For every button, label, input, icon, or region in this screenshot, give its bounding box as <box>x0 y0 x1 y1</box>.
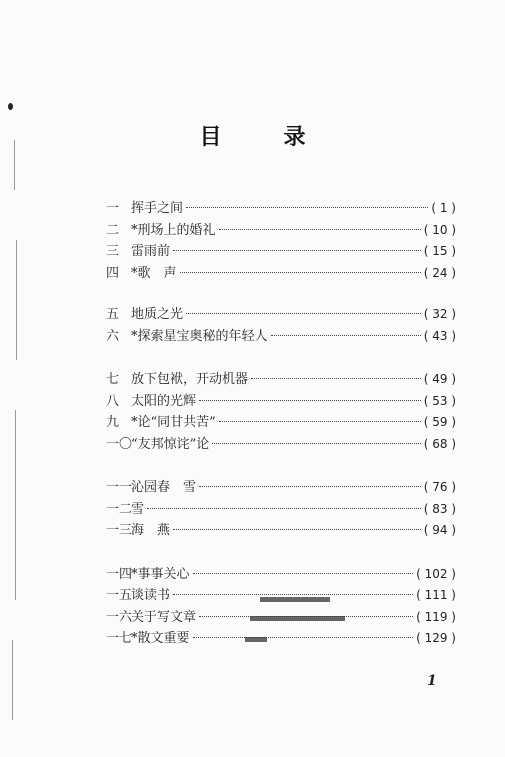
dot-leader <box>212 442 420 444</box>
entry-title: 沁园春 雪 <box>131 480 197 495</box>
page-number: 1 <box>427 673 437 689</box>
entry-page: ( 129 ) <box>416 631 456 645</box>
entry-number: 七 <box>106 372 120 387</box>
toc-entry[interactable] <box>106 477 456 499</box>
dot-leader <box>219 420 421 422</box>
entry-page: ( 10 ) <box>423 222 456 237</box>
entry-page: ( 102 ) <box>416 566 456 581</box>
entry-title: “友邦惊诧”论 <box>131 436 210 452</box>
dot-leader <box>173 528 421 530</box>
entry-page: ( 49 ) <box>423 372 456 386</box>
toc-entry[interactable] <box>106 499 456 521</box>
toc-entry[interactable] <box>106 564 456 586</box>
toc-entry[interactable] <box>106 412 456 434</box>
dot-leader <box>186 206 428 208</box>
entry-number: 二 <box>106 222 120 238</box>
toc-entry[interactable] <box>106 241 456 263</box>
entry-title: 谈读书 <box>131 588 171 603</box>
entry-title: 雪 <box>131 501 145 517</box>
binding-edge-mark <box>12 640 13 720</box>
toc-entry[interactable] <box>106 585 456 607</box>
entry-title: 雷雨前 <box>131 244 171 259</box>
toc-group <box>106 564 456 650</box>
ink-smudge <box>260 597 330 602</box>
binding-edge-mark <box>16 240 17 360</box>
entry-page: ( 15 ) <box>423 244 456 258</box>
dot-leader <box>186 312 421 314</box>
entry-number: 一五 <box>106 588 133 603</box>
dot-leader <box>251 377 421 379</box>
entry-title: *刑场上的婚礼 <box>131 222 216 238</box>
entry-number: 一四 <box>106 566 133 582</box>
entry-title: 海 燕 <box>131 523 171 538</box>
entry-number: 五 <box>106 307 120 322</box>
entry-number: 一〇 <box>106 436 133 452</box>
entry-title: *事事关心 <box>131 566 190 582</box>
entry-number: 一六 <box>106 609 133 625</box>
entry-number: 六 <box>106 328 120 344</box>
entry-title: *探索星宝奥秘的年轻人 <box>131 328 268 344</box>
entry-page: ( 119 ) <box>416 609 456 624</box>
dot-leader <box>173 249 421 251</box>
entry-number: 一 <box>106 201 120 216</box>
group-spacer <box>106 284 456 304</box>
entry-page: ( 76 ) <box>423 480 456 494</box>
entry-title: *论“同甘共苦” <box>131 415 216 430</box>
toc-entry[interactable] <box>106 391 456 413</box>
toc-entry[interactable] <box>106 369 456 391</box>
toc-entry[interactable] <box>106 520 456 542</box>
toc-group <box>106 477 456 542</box>
entry-number: 九 <box>106 415 120 430</box>
page-title <box>0 120 505 151</box>
entry-number: 三 <box>106 244 120 259</box>
table-of-contents <box>106 198 456 650</box>
entry-page: ( 111 ) <box>416 588 456 602</box>
entry-title: *散文重要 <box>131 631 190 646</box>
dot-leader <box>271 334 421 336</box>
dot-leader <box>219 228 421 230</box>
toc-group <box>106 369 456 455</box>
title-char: 录 <box>283 125 306 150</box>
toc-group <box>106 198 456 284</box>
entry-number: 四 <box>106 265 120 281</box>
toc-entry[interactable] <box>106 263 456 285</box>
entry-page: ( 83 ) <box>423 501 456 516</box>
entry-page: ( 68 ) <box>423 436 456 451</box>
entry-number: 一三 <box>106 523 133 538</box>
entry-page: ( 59 ) <box>423 415 456 429</box>
entry-title: 挥手之间 <box>131 201 184 216</box>
dot-leader <box>193 636 414 638</box>
group-spacer <box>106 542 456 564</box>
toc-entry[interactable] <box>106 198 456 220</box>
entry-title: 地质之光 <box>131 307 184 322</box>
dot-leader <box>147 507 421 509</box>
entry-title: 放下包袱，开动机器 <box>131 372 249 387</box>
dot-leader <box>199 485 421 487</box>
dot-leader <box>193 572 414 574</box>
toc-entry[interactable] <box>106 326 456 348</box>
ink-smudge <box>245 637 267 642</box>
title-char: 目 <box>199 125 222 150</box>
dot-leader <box>199 399 421 401</box>
entry-page: ( 53 ) <box>423 393 456 408</box>
ink-smudge <box>250 616 345 621</box>
entry-page: ( 24 ) <box>423 265 456 280</box>
binding-edge-mark <box>15 410 16 600</box>
entry-number: 八 <box>106 393 120 409</box>
group-spacer <box>106 455 456 477</box>
dot-leader <box>180 271 421 273</box>
toc-entry[interactable] <box>106 304 456 326</box>
entry-title: *歌 声 <box>131 265 177 281</box>
scan-speck <box>8 103 13 110</box>
entry-page: ( 94 ) <box>423 523 456 537</box>
toc-entry[interactable] <box>106 628 456 650</box>
entry-number: 一七 <box>106 631 133 646</box>
entry-title: 关于写文章 <box>131 609 197 625</box>
dot-leader <box>173 593 413 595</box>
toc-group <box>106 304 456 347</box>
entry-page: ( 32 ) <box>423 307 456 321</box>
entry-number: 一一 <box>106 480 133 495</box>
group-spacer <box>106 347 456 369</box>
entry-page: ( 43 ) <box>423 328 456 343</box>
toc-entry[interactable] <box>106 220 456 242</box>
toc-entry[interactable] <box>106 434 456 456</box>
entry-page: ( 1 ) <box>431 201 456 215</box>
entry-number: 一二 <box>106 501 133 517</box>
entry-title: 太阳的光辉 <box>131 393 197 409</box>
